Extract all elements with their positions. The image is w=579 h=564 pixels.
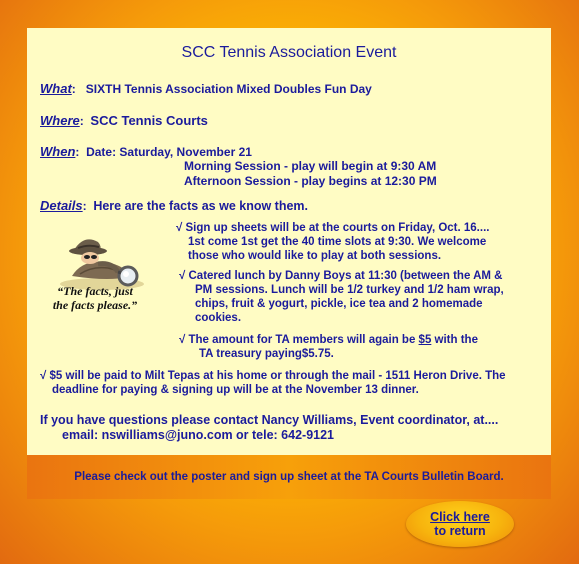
when-text: Date: Saturday, November 21 (86, 145, 252, 159)
bullet-payment-line: deadline for paying & signing up will be at the November 13 dinner. (52, 384, 419, 396)
bullet-signup (176, 221, 489, 263)
afternoon-session: Afternoon Session - play begins at 12:30 PM (184, 174, 437, 188)
amount-value: $5 (418, 334, 432, 346)
return-button-line1[interactable]: Click here (430, 510, 490, 524)
contact-line-2: email: nswilliams@juno.com or tele: 642-9121 (62, 428, 335, 442)
bullet-lunch-line: PM sessions. Lunch will be 1/2 turkey and 1/2 ham wrap, (195, 284, 504, 296)
detective-caption (30, 284, 160, 312)
contact-line-1: If you have questions please contact Nancy Williams, Event coordinator, at.... (40, 413, 499, 427)
bullet-amount (179, 333, 478, 361)
bullet-signup-line: those who would like to play at both sessions. (188, 250, 442, 262)
details-label: Details (40, 198, 83, 213)
what-label: What (40, 81, 72, 96)
bullet-payment (40, 369, 506, 397)
bullet-signup-line: 1st come 1st get the 40 time slots at 9:30. We welcome (188, 236, 487, 248)
where-label: Where (40, 113, 80, 128)
bullet-lunch (179, 269, 504, 325)
caption-line: “The facts, just (57, 284, 133, 298)
where-text: SCC Tennis Courts (90, 113, 208, 128)
bulletin-banner (27, 455, 551, 499)
bullet-lunch-line: chips, fruit & yogurt, pickle, ice tea and 2 homemade (195, 298, 483, 310)
bullet-lunch-line: √ Catered lunch by Danny Boys at 11:30 (between the AM & (179, 270, 503, 282)
when-row: When: Date: Saturday, November 21 (40, 144, 252, 159)
what-text: SIXTH Tennis Association Mixed Doubles Fun Day (85, 82, 372, 96)
return-button-line2[interactable]: to return (434, 524, 486, 538)
bullet-signup-line: √ Sign up sheets will be at the courts on Friday, Oct. 16.... (176, 222, 490, 234)
banner-text: Please check out the poster and sign up sheet at the TA Courts Bulletin Board. (74, 471, 504, 483)
event-title: SCC Tennis Association Event (181, 44, 397, 61)
caption-line: the facts please.” (52, 298, 138, 312)
bullet-amount-post: with the (431, 334, 478, 346)
bullet-lunch-line: cookies. (195, 312, 242, 324)
morning-session: Morning Session - play will begin at 9:30 AM (184, 159, 437, 173)
bullet-amount-line2: TA treasury paying$5.75. (199, 348, 334, 360)
return-button[interactable] (406, 501, 514, 547)
details-text: Here are the facts as we know them. (93, 199, 308, 213)
where-row: Where: SCC Tennis Courts (40, 113, 208, 128)
what-row: What: SIXTH Tennis Association Mixed Doubles Fun Day (40, 81, 372, 96)
details-row: Details: Here are the facts as we know them. (40, 198, 308, 213)
bullet-amount-pre: √ The amount for TA members will again be (179, 334, 419, 346)
when-label: When (40, 144, 76, 159)
bullet-payment-line: √ $5 will be paid to Milt Tepas at his home or through the mail - 1511 Heron Drive. The (40, 370, 506, 382)
